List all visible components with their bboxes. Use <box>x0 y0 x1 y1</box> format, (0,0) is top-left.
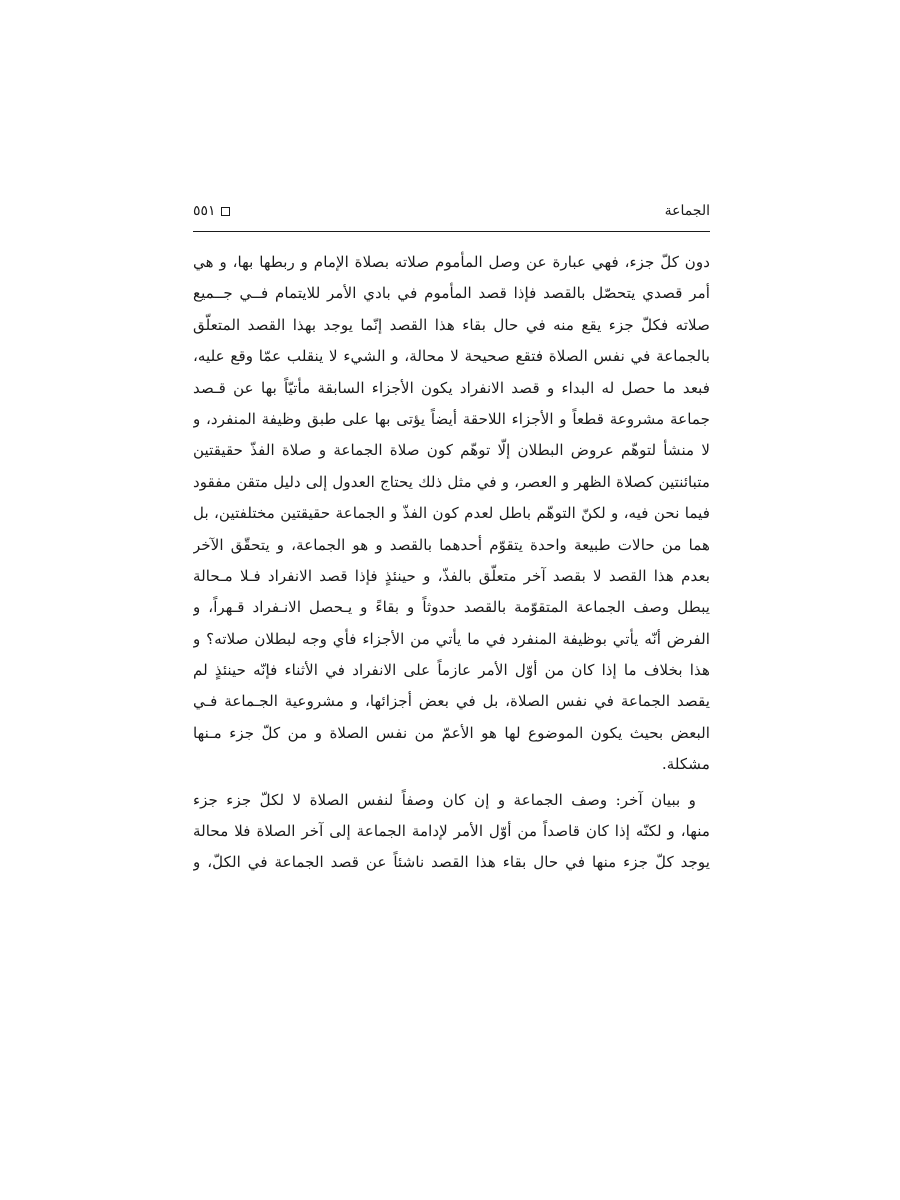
text-line: فبعد ما حصل له البداء و قصد الانفراد يكون الأجزاء السابقة مأتيّاً بها عن قـصد <box>193 378 710 397</box>
text-line: متبائنتين كصلاة الظهر و العصر، و في مثل ذلك يحتاج العدول إلى دليل متقن مفقود <box>193 472 710 491</box>
text-line: بعدم هذا القصد لا بقصد آخر متعلّق بالفذّ، و حينئذٍ فإذا قصد الانفراد فـلا مـحالة <box>193 566 710 585</box>
running-title: الجماعة <box>664 203 710 219</box>
paragraph <box>193 785 710 879</box>
text-line: جماعة مشروعة قطعاً و الأجزاء اللاحقة أيضاً يؤتى بها على طبق وظيفة المنفرد، و <box>193 409 710 428</box>
text-line: الفرض أنّه يأتي بوظيفة المنفرد في ما يأتي من الأجزاء فأي وجه لبطلان صلاته؟ و <box>193 629 710 648</box>
text-line: مشكلة. <box>661 755 710 774</box>
text-line: دون كلّ جزء، فهي عبارة عن وصل المأموم صلاته بصلاة الإمام و ربطها بها، و هي <box>193 253 710 271</box>
page-marker <box>193 202 230 220</box>
page-number: ٥٥١ <box>193 203 216 219</box>
text-line: يبطل وصف الجماعة المتقوّمة بالقصد حدوثاً و بقاءً و يـحصل الانـفراد قـهراً، و <box>193 598 710 617</box>
text-line: هما من حالات طبيعة واحدة يتقوّم أحدهما بالقصد و هو الجماعة، و يتحقّق الآخر <box>193 535 710 554</box>
text-line: هذا بخلاف ما إذا كان من أوّل الأمر عازماً على الانفراد في الأثناء فإنّه حينئذٍ لم <box>193 661 710 680</box>
text-line: أمر قصدي يتحصّل بالقصد فإذا قصد المأموم في بادي الأمر للايتمام فــي جــميع <box>193 284 710 303</box>
text-line: و ببيان آخر: وصف الجماعة و إن كان وصفاً لنفس الصلاة لا لكلّ جزء جزء <box>193 790 696 809</box>
body-text <box>193 247 710 879</box>
text-line: منها، و لكنّه إذا كان قاصداً من أوّل الأمر لإدامة الجماعة إلى آخر الصلاة فلا محالة <box>193 822 710 841</box>
page-header <box>193 198 710 226</box>
text-line: لا منشأ لتوهّم عروض البطلان إلّا توهّم كون صلاة الجماعة و صلاة الفذّ حقيقتين <box>193 441 710 460</box>
text-line: البعض بحيث يكون الموضوع لها هو الأعمّ من نفس الصلاة و من كلّ جزء مـنها <box>193 723 710 742</box>
text-line: بالجماعة في نفس الصلاة فتقع صحيحة لا محالة، و الشيء لا ينقلب عمّا وقع عليه، <box>193 347 710 366</box>
square-icon <box>221 207 230 216</box>
text-line: صلاته فكلّ جزء يقع منه في حال بقاء هذا القصد إنّما يوجد بهذا القصد المتعلّق <box>193 315 710 334</box>
text-line: فيما نحن فيه، و لكنّ التوهّم باطل لعدم كون الفذّ و الجماعة حقيقتين مختلفتين، بل <box>193 504 710 523</box>
header-rule <box>193 231 710 232</box>
paragraph <box>193 247 710 781</box>
text-line: يوجد كلّ جزء منها في حال بقاء هذا القصد ناشئاً عن قصد الجماعة في الكلّ، و <box>193 853 710 872</box>
text-line: يقصد الجماعة في نفس الصلاة، بل في بعض أجزائها، و مشروعية الجـماعة فـي <box>193 692 710 711</box>
